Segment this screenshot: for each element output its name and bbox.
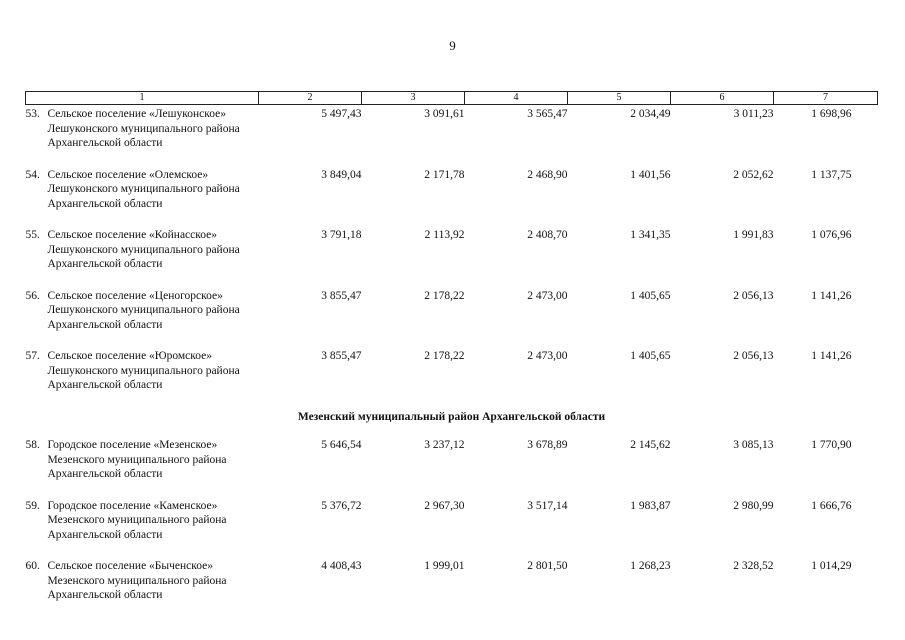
value-cell-col-4: 2 468,90 [527,168,568,181]
row-index: 58. [25,439,40,451]
value-cell-col-3: 2 171,78 [424,168,465,181]
value-cell-col-2: 5 646,54 [321,439,362,451]
settlement-name: Сельское поселение «Лешуконское» Лешуконского муниципального района Архангельской области [47,108,240,149]
value-cell-col-3: 3 091,61 [424,108,465,120]
value-cell-col-6: 2 056,13 [733,350,774,362]
value-cell-col-2: 5 376,72 [321,499,362,512]
row-index: 55. [25,229,40,241]
column-header-4: 4 [465,92,568,105]
value-cell-col-2: 3 855,47 [321,289,362,302]
value-cell-col-6: 1 991,83 [733,229,774,241]
value-cell-col-2: 3 849,04 [321,168,362,181]
settlement-cell [26,438,259,499]
value-cell-col-3: 2 178,22 [424,289,465,302]
value-cell-col-7: 1 698,96 [811,108,852,120]
table-row [26,105,878,168]
row-index: 53. [25,108,40,120]
value-cell-col-4: 2 473,00 [527,289,568,302]
row-index: 54. [25,168,40,181]
value-cell-col-4: 2 473,00 [527,350,568,362]
value-cell-col-5: 2 145,62 [630,439,671,451]
value-cell-col-7: 1 141,26 [811,289,852,302]
column-header-1: 1 [26,92,259,105]
value-cell-col-6: 2 052,62 [733,168,774,181]
value-cell-col-7: 1 770,90 [811,439,852,451]
value-cell-col-5: 1 401,56 [630,168,671,181]
settlement-name: Сельское поселение «Быченское» Мезенского муниципального района Архангельской области [47,560,227,601]
column-header-7: 7 [774,92,878,105]
settlement-cell [26,289,259,350]
value-cell-col-6: 2 328,52 [733,560,774,572]
section-title: Мезенский муниципальный район Архангельской области [297,410,606,423]
value-cell-col-3: 2 967,30 [424,499,465,512]
settlement-name: Сельское поселение «Юромское» Лешуконского муниципального района Архангельской области [47,350,240,391]
column-header-2: 2 [259,92,362,105]
value-cell-col-7: 1 076,96 [811,229,852,241]
value-cell-col-2: 4 408,43 [321,560,362,572]
value-cell-col-3: 2 178,22 [424,350,465,362]
value-cell-col-4: 3 517,14 [527,499,568,512]
value-cell-col-4: 3 678,89 [527,439,568,451]
value-cell-col-3: 3 237,12 [424,439,465,451]
column-header-5: 5 [568,92,671,105]
table-body [26,105,878,620]
table-header [26,92,878,105]
value-cell-col-5: 1 405,65 [630,350,671,362]
value-cell-col-5: 1 983,87 [630,499,671,512]
column-header-6: 6 [671,92,774,105]
value-cell-col-4: 3 565,47 [527,108,568,120]
value-cell-col-7: 1 014,29 [811,560,852,572]
settlement-cell [26,499,259,560]
table-row [26,438,878,499]
row-index: 60. [25,560,40,572]
value-cell-col-7: 1 666,76 [811,499,852,512]
value-cell-col-5: 1 405,65 [630,289,671,302]
value-cell-col-2: 5 497,43 [321,108,362,120]
value-cell-col-3: 1 999,01 [424,560,465,572]
header-row [26,92,878,105]
value-cell-col-6: 3 011,23 [733,108,774,120]
settlement-name: Сельское поселение «Олемское» Лешуконского муниципального района Архангельской области [47,168,240,210]
value-cell-col-7: 1 141,26 [811,350,852,362]
value-cell-col-4: 2 408,70 [527,229,568,241]
table-row [26,349,878,410]
settlement-cell [26,559,259,620]
value-cell-col-7: 1 137,75 [811,168,852,181]
settlement-name: Сельское поселение «Ценогорское» Лешуконского муниципального района Архангельской области [47,289,240,331]
settlement-name: Сельское поселение «Койнасское» Лешуконского муниципального района Архангельской области [47,229,240,270]
row-index: 57. [25,350,40,362]
settlement-name: Городское поселение «Каменское» Мезенского муниципального района Архангельской области [47,499,227,541]
table-row [26,228,878,289]
row-index: 59. [25,499,40,512]
data-table [25,91,878,620]
settlement-cell [26,349,259,410]
value-cell-col-6: 2 980,99 [733,499,774,512]
page-number: 9 [449,38,456,53]
settlement-cell [26,168,259,229]
section-header-row [26,410,878,439]
settlement-name: Городское поселение «Мезенское» Мезенского муниципального района Архангельской области [47,439,227,480]
value-cell-col-5: 1 341,35 [630,229,671,241]
value-cell-col-6: 2 056,13 [733,289,774,302]
settlement-cell [26,105,259,168]
value-cell-col-2: 3 791,18 [321,229,362,241]
value-cell-col-6: 3 085,13 [733,439,774,451]
row-index: 56. [25,289,40,302]
column-header-3: 3 [362,92,465,105]
table-row [26,168,878,229]
value-cell-col-4: 2 801,50 [527,560,568,572]
value-cell-col-5: 2 034,49 [630,108,671,120]
table-row [26,289,878,350]
value-cell-col-5: 1 268,23 [630,560,671,572]
value-cell-col-2: 3 855,47 [321,350,362,362]
table-row [26,559,878,620]
settlement-cell [26,228,259,289]
value-cell-col-3: 2 113,92 [424,229,465,241]
table-row [26,499,878,560]
